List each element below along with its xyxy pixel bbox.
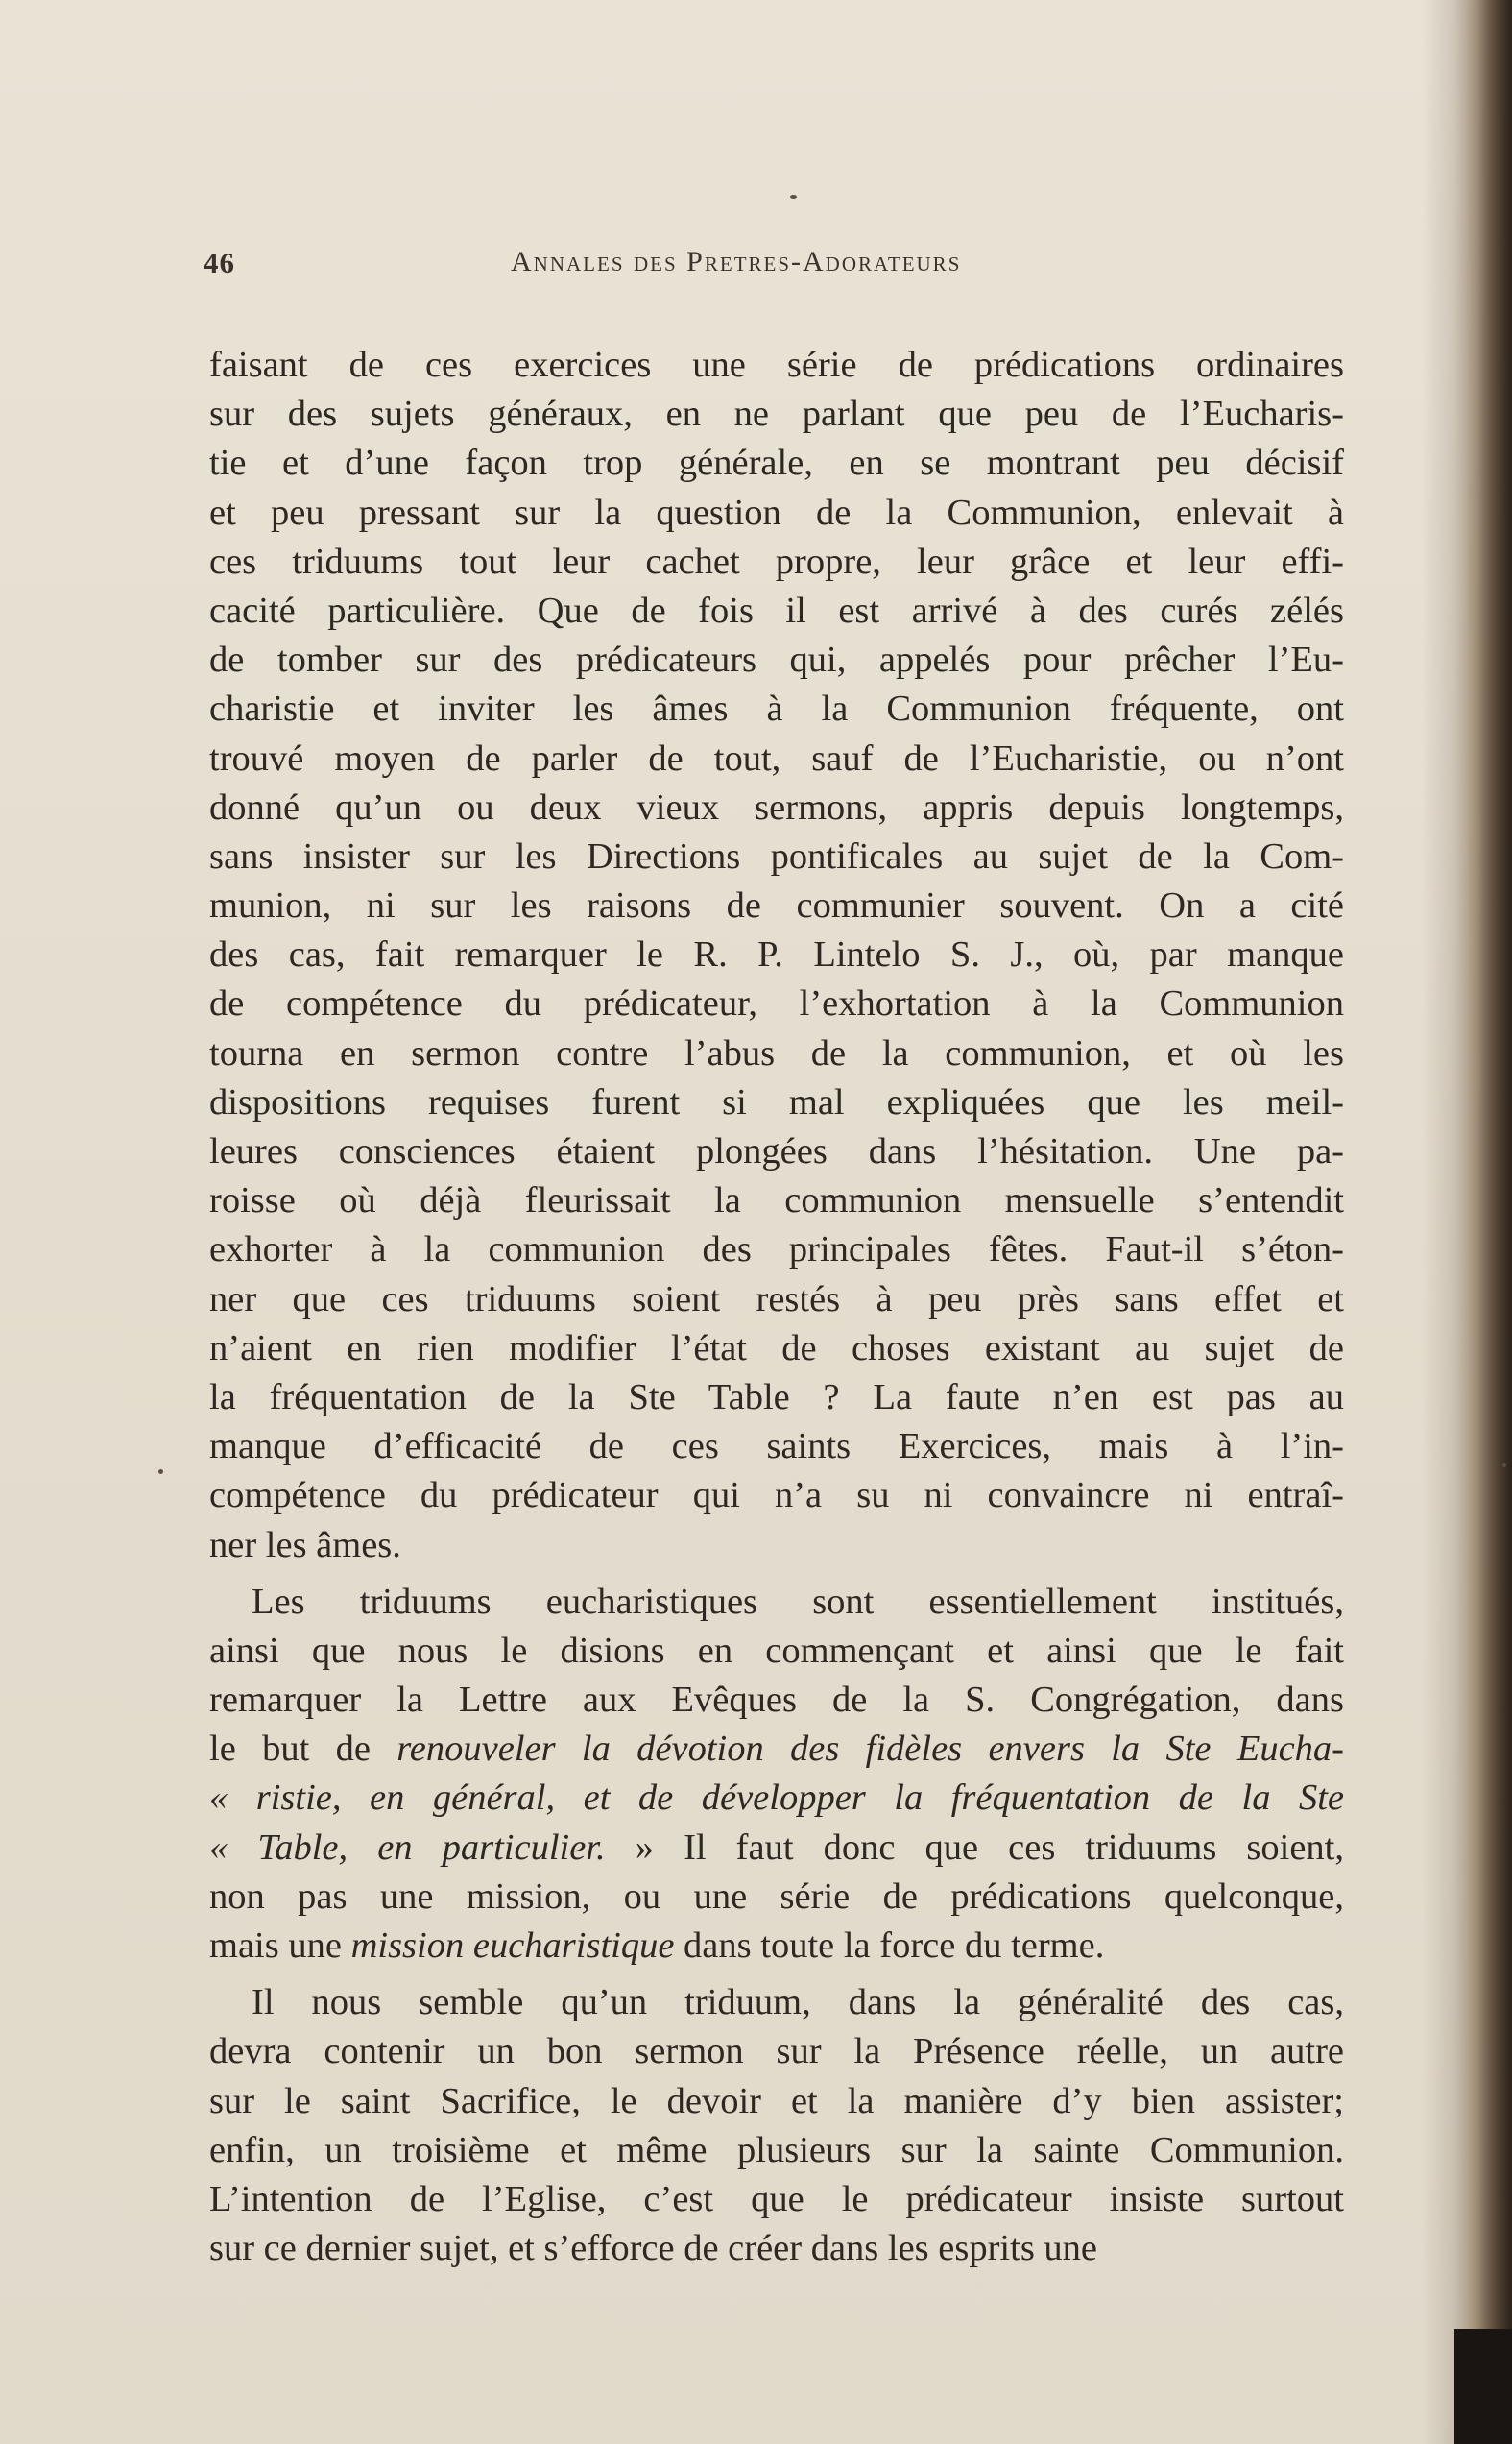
paragraph <box>209 1578 1344 1972</box>
text-segment: manque d’efficacité de ces saints Exercices, mais à l’in- <box>209 1426 1344 1467</box>
text-line <box>209 341 1344 390</box>
text-line <box>209 1774 1344 1823</box>
text-segment: faisant de ces exercices une série de prédications ordinaires <box>209 345 1344 385</box>
text-segment: dispositions requises furent si mal expliquées que les meil- <box>209 1081 1344 1123</box>
text-segment: donné qu’un ou deux vieux sermons, appris depuis longtemps, <box>209 786 1344 828</box>
print-speck <box>1502 1463 1506 1467</box>
paragraph <box>209 1978 1344 2273</box>
text-line <box>209 931 1344 980</box>
text-line <box>209 784 1344 833</box>
print-speck <box>158 1469 163 1474</box>
text-line <box>209 636 1344 685</box>
text-segment: sur des sujets généraux, en ne parlant que peu de l’Eucharis- <box>209 394 1344 435</box>
paragraph <box>209 341 1344 1570</box>
text-line <box>209 1521 1344 1570</box>
text-line <box>209 735 1344 784</box>
italic-text-segment: renouveler la dévotion des fidèles envers la Ste Eucha- <box>396 1729 1345 1770</box>
text-line <box>209 2224 1344 2273</box>
paragraph-gap <box>209 1570 1344 1578</box>
text-line <box>209 1922 1344 1971</box>
text-segment: de tomber sur des prédicateurs qui, appelés pour prêcher l’Eu- <box>209 640 1344 681</box>
text-segment: des cas, fait remarquer le R. P. Lintelo S. J., où, par manque <box>209 934 1344 976</box>
text-line <box>209 1127 1344 1176</box>
text-segment: dans toute la force du terme. <box>674 1925 1105 1966</box>
text-segment: munion, ni sur les raisons de communier souvent. On a cité <box>209 885 1344 927</box>
text-segment: tourna en sermon contre l’abus de la communion, et où les <box>209 1032 1344 1074</box>
text-segment: ner les âmes. <box>209 1524 401 1565</box>
text-segment: n’aient en rien modifier l’état de choses existant au sujet de <box>209 1327 1344 1368</box>
text-segment: leures consciences étaient plongées dans l’hésitation. Une pa- <box>209 1131 1344 1172</box>
text-line <box>209 1873 1344 1922</box>
text-segment: mais une <box>209 1925 351 1966</box>
text-line <box>209 1676 1344 1725</box>
text-line <box>209 2175 1344 2224</box>
text-segment: sans insister sur les Directions pontificales au sujet de la Com- <box>209 835 1344 877</box>
running-title: Annales des Pretres-Adorateurs <box>511 246 962 278</box>
text-line <box>209 1578 1344 1627</box>
text-line <box>209 489 1344 538</box>
text-line <box>209 1978 1344 2027</box>
text-line <box>209 1627 1344 1676</box>
text-segment: et peu pressant sur la question de la Communion, enlevait à <box>209 492 1344 533</box>
text-line <box>209 1824 1344 1873</box>
text-segment: exhorter à la communion des principales fêtes. Faut-il s’éton- <box>209 1229 1344 1270</box>
print-speck <box>790 195 797 199</box>
text-line <box>209 1225 1344 1274</box>
text-line <box>209 685 1344 734</box>
italic-text-segment: « Table, en particulier. <box>209 1827 636 1868</box>
text-line <box>209 980 1344 1028</box>
text-segment: cacité particulière. Que de fois il est arrivé à des curés zélés <box>209 590 1344 631</box>
text-segment: le but de <box>209 1729 397 1770</box>
text-segment: tie et d’une façon trop générale, en se montrant peu décisif <box>209 443 1344 484</box>
text-segment: ces triduums tout leur cachet propre, leur grâce et leur effi- <box>209 541 1344 582</box>
text-segment: charistie et inviter les âmes à la Communion fréquente, ont <box>209 689 1344 730</box>
text-segment: remarquer la Lettre aux Evêques de la S. Congrégation, dans <box>209 1680 1344 1721</box>
text-segment: sur le saint Sacrifice, le devoir et la manière d’y bien assister; <box>209 2080 1344 2121</box>
text-segment: compétence du prédicateur qui n’a su ni convaincre ni entraî- <box>209 1475 1344 1516</box>
page-number: 46 <box>204 246 235 279</box>
text-segment: de compétence du prédicateur, l’exhortation à la Communion <box>209 983 1344 1025</box>
text-segment: devra contenir un bon sermon sur la Présence réelle, un autre <box>209 2031 1344 2072</box>
text-line <box>209 1725 1344 1774</box>
text-segment: » Il faut donc que ces triduums soient, <box>635 1827 1344 1868</box>
text-line <box>209 1029 1344 1078</box>
text-line <box>209 2027 1344 2076</box>
text-segment: ainsi que nous le disions en commençant et ainsi que le fait <box>209 1630 1344 1671</box>
text-line <box>209 2077 1344 2126</box>
text-line <box>209 390 1344 439</box>
text-segment: sur ce dernier sujet, et s’efforce de créer dans les esprits une <box>209 2228 1098 2269</box>
text-line <box>209 1422 1344 1471</box>
page-edge-shadow <box>1454 0 1512 2444</box>
text-line <box>209 2126 1344 2175</box>
text-segment: Il nous semble qu’un triduum, dans la généralité des cas, <box>252 1982 1344 2023</box>
italic-text-segment: « ristie, en général, et de développer la fréquentation de la Ste <box>209 1778 1344 1819</box>
text-segment: non pas une mission, ou une série de prédications quelconque, <box>209 1875 1344 1917</box>
text-segment: enfin, un troisième et même plusieurs sur la sainte Communion. <box>209 2129 1344 2170</box>
text-line <box>209 1078 1344 1127</box>
text-line <box>209 882 1344 931</box>
text-line <box>209 1176 1344 1225</box>
text-line <box>209 587 1344 636</box>
text-segment: trouvé moyen de parler de tout, sauf de l’Eucharistie, ou n’ont <box>209 738 1344 779</box>
page-corner-shadow <box>1454 2329 1512 2444</box>
text-segment: ner que ces triduums soient restés à peu près sans effet et <box>209 1278 1344 1319</box>
text-line <box>209 833 1344 882</box>
italic-text-segment: mission eucharistique <box>350 1925 675 1966</box>
text-line <box>209 439 1344 488</box>
text-line <box>209 1275 1344 1324</box>
page-header <box>204 246 1336 284</box>
text-segment: roisse où déjà fleurissait la communion mensuelle s’entendit <box>209 1180 1344 1222</box>
text-segment: la fréquentation de la Ste Table ? La faute n’en est pas au <box>209 1376 1344 1417</box>
paragraph-gap <box>209 1971 1344 1978</box>
text-line <box>209 538 1344 587</box>
text-segment: Les triduums eucharistiques sont essentiellement institués, <box>252 1581 1344 1622</box>
body-text <box>209 341 1344 2273</box>
text-line <box>209 1471 1344 1520</box>
text-line <box>209 1373 1344 1422</box>
text-segment: L’intention de l’Eglise, c’est que le prédicateur insiste surtout <box>209 2178 1344 2219</box>
text-line <box>209 1324 1344 1373</box>
